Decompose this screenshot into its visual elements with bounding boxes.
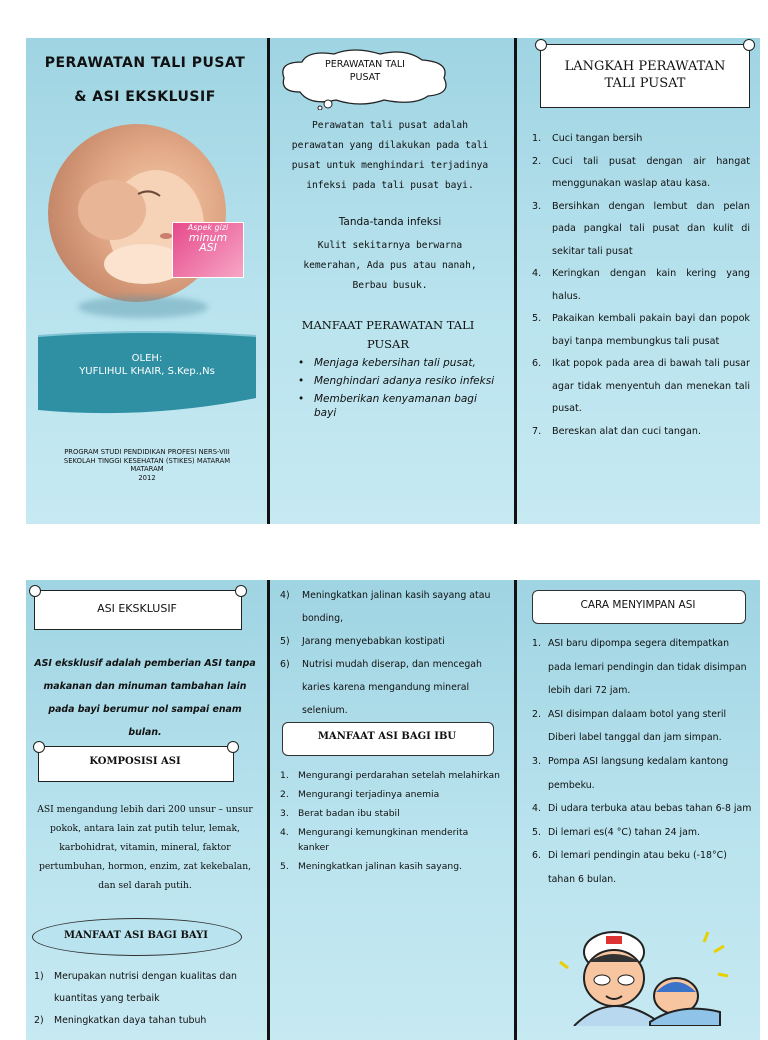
infection-heading: Tanda-tanda infeksi <box>338 216 442 228</box>
composition-heading: KOMPOSISI ASI <box>89 756 181 767</box>
asi-definition: ASI eksklusif adalah pemberian ASI tanpa makanan dan minuman tambahan lain pada bayi berumur nol sampai enam bulan. <box>34 658 256 738</box>
column-divider <box>514 580 517 1040</box>
composition-text: ASI mengandung lebih dari 200 unsur – unsur pokok, antara lain zat putih telur, lemak, karbohidrat, vitamin, mineral, faktor pertumbuhan, hormon, enzim, zat kekebalan, dan sel darah putih. <box>37 804 253 891</box>
author-label: OLEH: <box>131 353 163 364</box>
mother-benefit-item: 2. Mengurangi terjadinya anemia <box>280 789 440 800</box>
baby-benefit-heading: MANFAAT ASI BAGI BAYI <box>64 930 208 941</box>
book-label-line2: minum <box>188 231 228 244</box>
mother-benefit-list <box>278 768 500 874</box>
mother-benefit-item: 4. Mengurangi kemungkinan menderita kanker <box>280 827 469 853</box>
storage-item: 5. Di lemari es(4 °C) tahan 24 jam. <box>532 826 701 838</box>
benefit-item: • Menjaga kebersihan tali pusat, <box>298 357 476 369</box>
mother-benefit-item: 3. Berat badan ibu stabil <box>280 808 400 819</box>
baby-benefit-item: 6) Nutrisi mudah diserap, dan mencegah karies karena mengandung mineral selenium. <box>280 659 482 716</box>
baby-benefit-item: 1) Merupakan nutrisi dengan kualitas dan kuantitas yang terbaik <box>34 971 238 1004</box>
cover-title <box>26 46 264 114</box>
infection-text: Kulit sekitarnya berwarna kemerahan, Ada pus atau nanah, Berbau busuk. <box>303 240 477 291</box>
book-label-line1: Aspek gizi <box>187 223 229 232</box>
steps-heading: LANGKAH PERAWATAN TALI PUSAT <box>564 59 726 91</box>
storage-heading: CARA MENYIMPAN ASI <box>580 599 696 611</box>
cover-title-line1: PERAWATAN TALI PUSAT <box>44 55 246 71</box>
column-divider <box>514 38 517 524</box>
asi-heading: ASI EKSKLUSIF <box>97 602 177 615</box>
benefit-list <box>298 356 498 420</box>
storage-item: 3. Pompa ASI langsung kedalam kantong pembeku. <box>532 755 729 791</box>
column-divider <box>267 38 270 524</box>
step-item: 7. Bereskan alat dan cuci tangan. <box>532 425 702 437</box>
institution-line2: SEKOLAH TINGGI KESEHATAN (STIKES) MATARAM <box>63 456 231 465</box>
definition-text: Perawatan tali pusat adalah perawatan yang dilakukan pada tali pusat untuk menghindari terjadinya infeksi pada tali pusat bayi. <box>291 120 489 191</box>
book-label-line3: ASI <box>199 241 217 254</box>
benefit-item: • Menghindari adanya resiko infeksi <box>298 375 495 387</box>
institution-block <box>30 448 264 482</box>
baby-benefit-item: 4) Meningkatkan jalinan kasih sayang atau bonding, <box>280 590 491 624</box>
storage-item: 1. ASI baru dipompa segera ditempatkan pada lemari pendingin dan tidak disimpan lebih dari 72 jam. <box>532 638 747 697</box>
step-item: 1. Cuci tangan bersih <box>532 133 643 144</box>
step-item: 3. Bersihkan dengan lembut dan pelan pada pangkal tali pusat dan kulit di sekitar tali pusat <box>532 200 750 257</box>
steps-list <box>524 128 750 443</box>
author-name: YUFLIHUL KHAIR, S.Kep.,Ns <box>79 366 215 377</box>
step-item: 2. Cuci tali pusat dengan air hangat menggunakan waslap atau kasa. <box>532 155 750 189</box>
benefit-heading: MANFAAT PERAWATAN TALI PUSAR <box>301 318 475 351</box>
institution-line1: PROGRAM STUDI PENDIDIKAN PROFESI NERS-VIII <box>64 448 230 456</box>
step-item: 6. Ikat popok pada area di bawah tali pusar agar tidak menyentuh dan menekan tali pusat. <box>532 358 750 414</box>
baby-benefit-item: 5) Jarang menyebabkan kostipati <box>280 636 445 647</box>
author-block <box>34 352 260 378</box>
baby-benefit-list <box>32 966 260 1032</box>
step-item: 5. Pakaikan kembali pakain bayi dan popok bayi tanpa membungkus tali pusat <box>532 313 750 347</box>
step-item: 4. Keringkan dengan kain kering yang halus. <box>532 268 750 302</box>
brochure-page-2 <box>26 580 760 1040</box>
mother-benefit-item: 5. Meningkatkan jalinan kasih sayang. <box>280 861 462 872</box>
column-divider <box>267 580 270 1040</box>
nurse-clipart <box>554 922 730 1026</box>
baby-benefit-list-cont <box>278 584 502 722</box>
baby-benefit-item: 2) Meningkatkan daya tahan tubuh <box>34 1015 207 1026</box>
cloud-title: PERAWATAN TALI PUSAT <box>325 59 405 83</box>
photo-shadow <box>78 296 208 318</box>
brochure-page-1 <box>26 38 760 524</box>
institution-line4: 2012 <box>138 473 156 482</box>
storage-item: 6. Di lemari pendingin atau beku (-18°C) tahan 6 bulan. <box>532 850 727 885</box>
mother-heading: MANFAAT ASI BAGI IBU <box>317 731 457 742</box>
storage-item: 4. Di udara terbuka atau bebas tahan 6-8 jam <box>532 803 752 815</box>
storage-list <box>526 632 752 892</box>
institution-line3: MATARAM <box>130 465 164 474</box>
mother-benefit-item: 1. Mengurangi perdarahan setelah melahirkan <box>280 770 500 781</box>
storage-item: 2. ASI disimpan dalaam botol yang steril Diberi label tanggal dan jam simpan. <box>532 708 727 744</box>
book-thumbnail <box>172 222 244 278</box>
cover-title-line2: & ASI EKSKLUSIF <box>74 89 216 105</box>
benefit-item: • Memberikan kenyamanan bagi bayi <box>298 393 477 419</box>
